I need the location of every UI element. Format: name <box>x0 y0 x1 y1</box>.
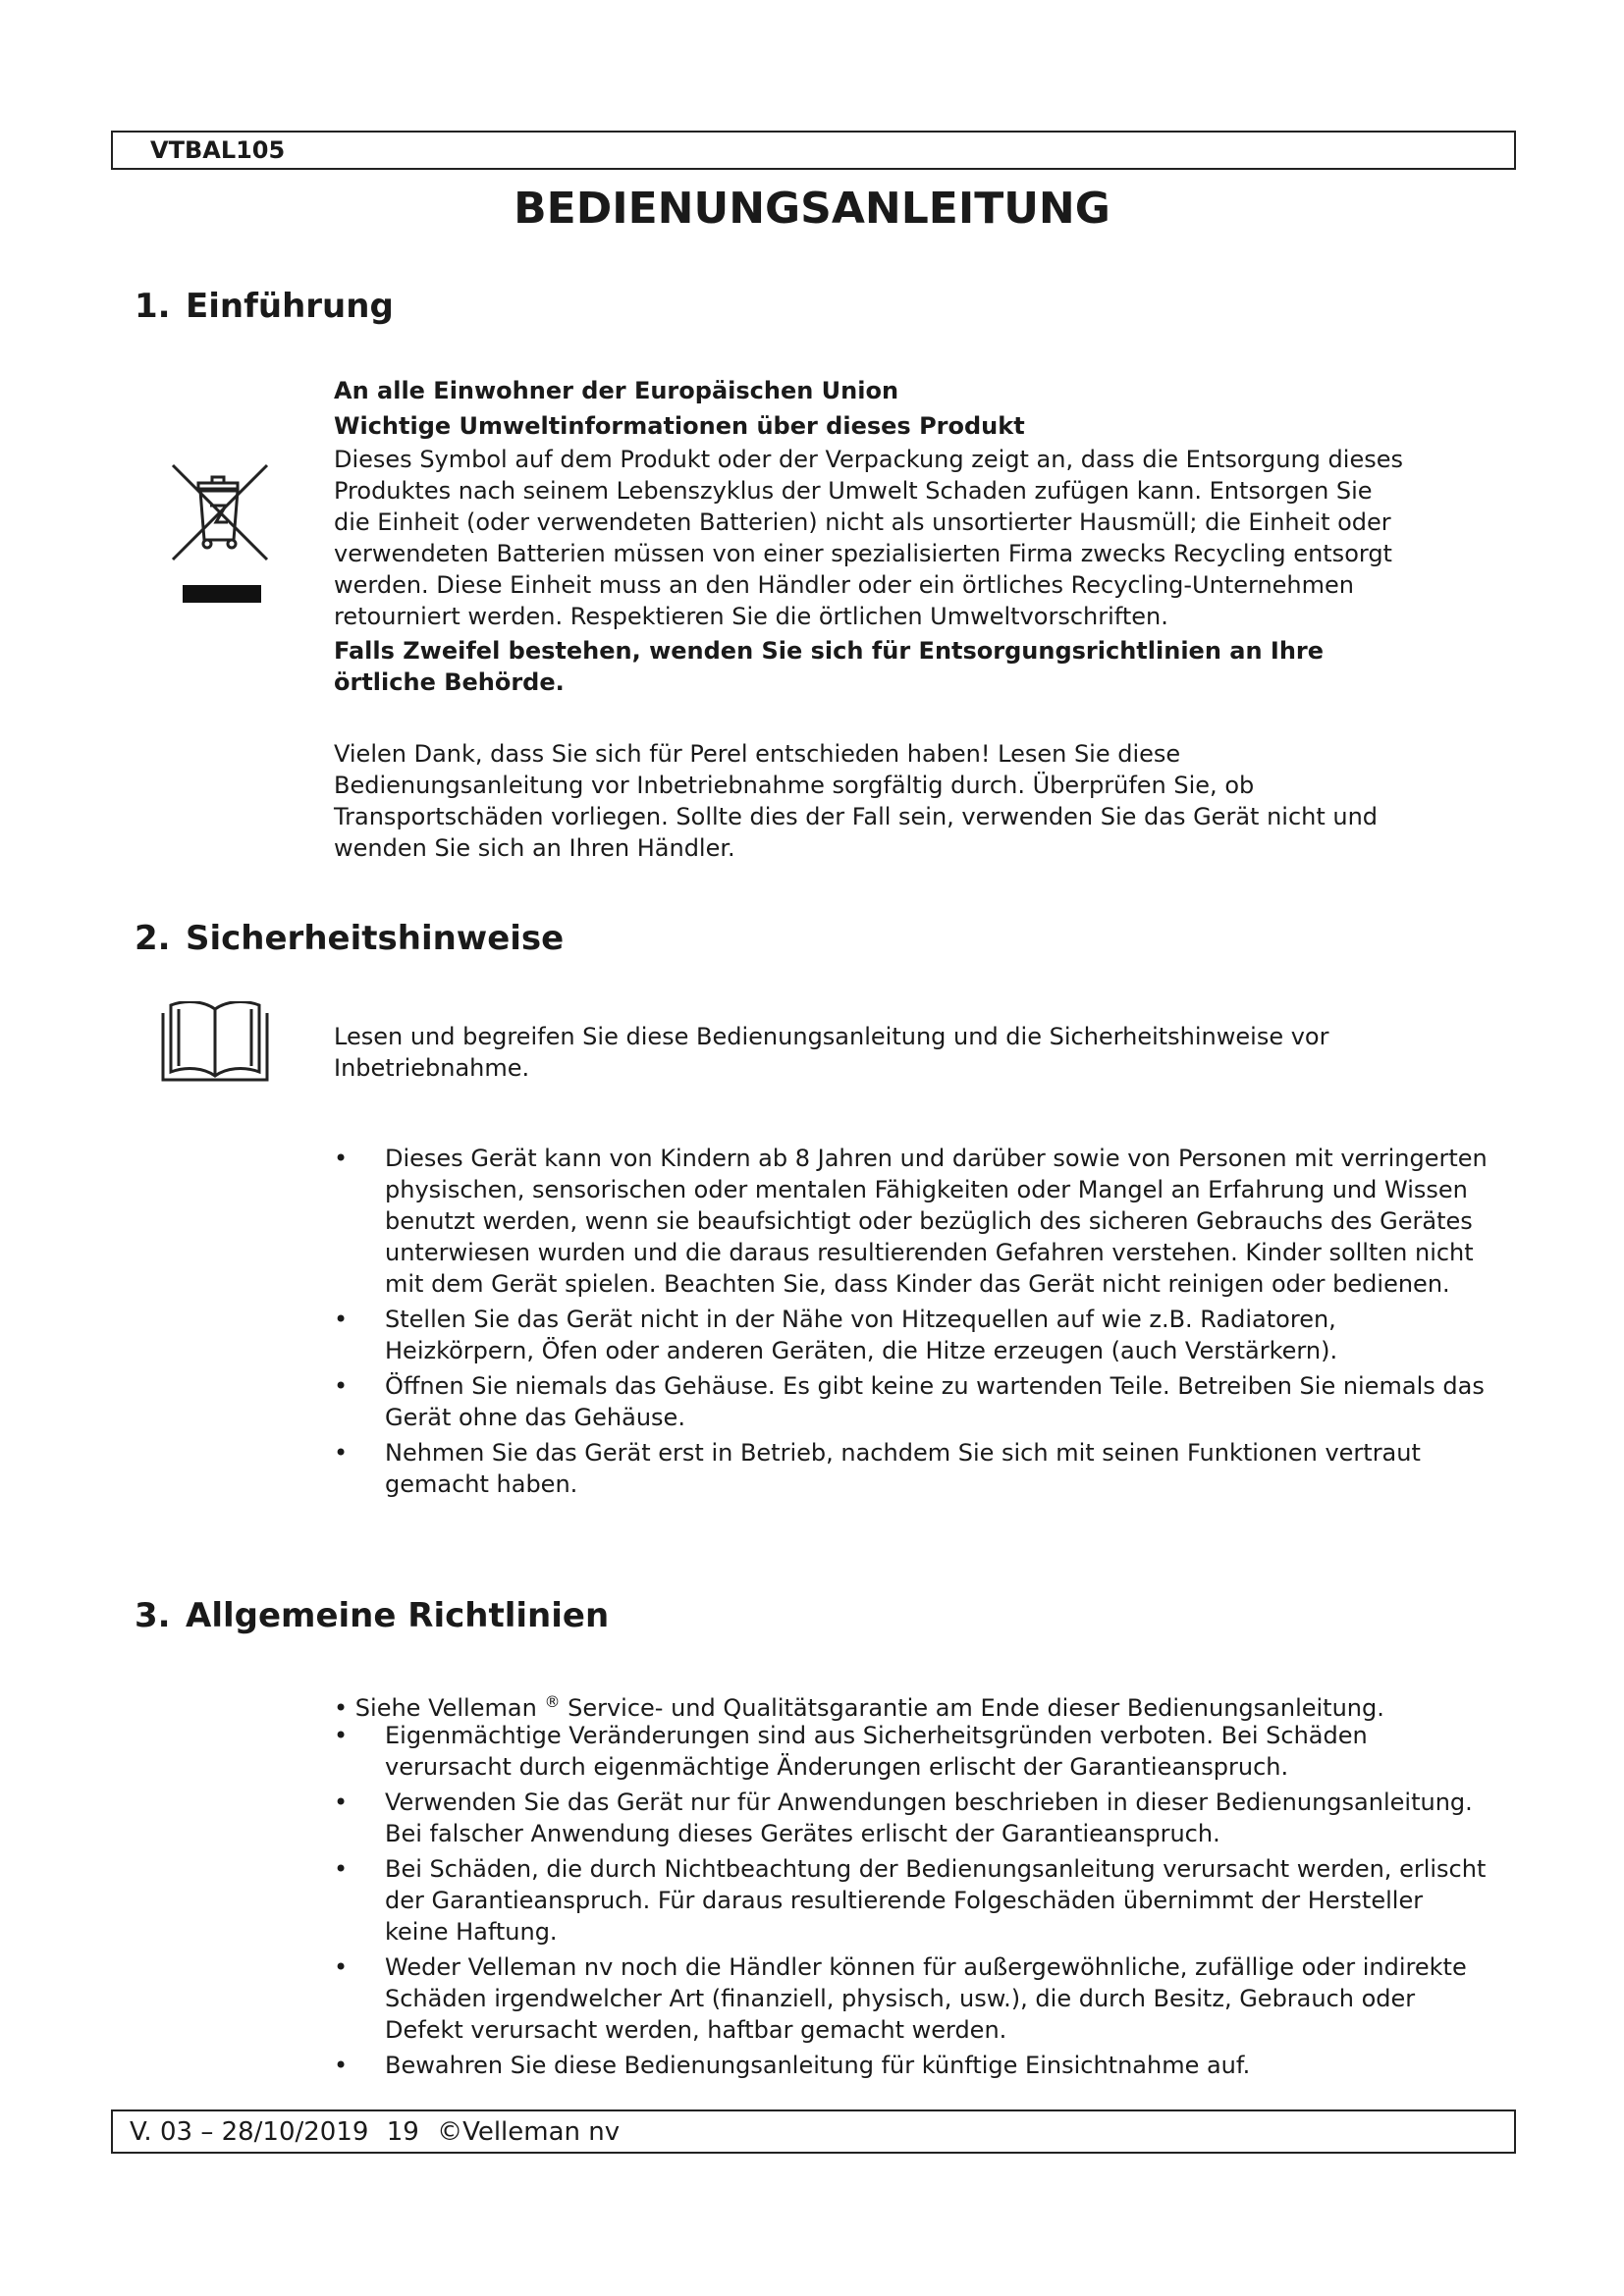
section-number: 3. <box>135 1596 171 1635</box>
env-heading: Wichtige Umweltinformationen über dieses Produkt <box>334 412 1025 440</box>
model-number: VTBAL105 <box>150 136 286 164</box>
text-line: retourniert werden. Respektieren Sie die örtlichen Umweltvorschriften. <box>334 603 1168 630</box>
list-item-first <box>334 1686 1512 1724</box>
list-item: • Eigenmächtige Veränderungen sind aus Sicherheitsgründen verboten. Bei Schäden verursacht durch eigenmächtige Änderungen erlischt der Garantieanspruch. <box>334 1720 1492 1783</box>
list-item: • Dieses Gerät kann von Kindern ab 8 Jahren und darüber sowie von Personen mit verringerten physischen, sensorischen oder mentalen Fähigkeiten oder Mangel an Erfahrung und Wissen benutzt werden, wenn sie beaufsichtigt oder bezüglich des sicheren Gebrauchs des Gerätes unterwiesen wurden und die daraus resultierenden Gefahren verstehen. Kinder sollten nicht mit dem Gerät spielen. Beachten Sie, dass Kinder das Gerät nicht reinigen oder bedienen. <box>334 1143 1492 1300</box>
section-title: Einführung <box>186 287 394 326</box>
section-3-heading <box>135 1594 609 1637</box>
text-line: verwendeten Batterien müssen von einer spezialisierten Firma zwecks Recycling entsorgt <box>334 540 1392 567</box>
guidelines-list <box>334 1720 1492 2085</box>
list-item: • Bei Schäden, die durch Nichtbeachtung der Bedienungsanleitung verursacht werden, erlischt der Garantieanspruch. Für daraus resultierende Folgeschäden übernimmt der Hersteller keine Haftung. <box>334 1853 1492 1948</box>
env-text <box>334 444 1512 632</box>
list-item: • Stellen Sie das Gerät nicht in der Nähe von Hitzequellen auf wie z.B. Radiatoren, Heizkörpern, Öfen oder anderen Geräten, die Hitze erzeugen (auch Verstärkern). <box>334 1304 1492 1366</box>
section-number: 1. <box>135 287 171 326</box>
text-line: Transportschäden vorliegen. Sollte dies der Fall sein, verwenden Sie das Gerät nicht und <box>334 803 1379 830</box>
header-box <box>111 131 1516 170</box>
section-2-heading <box>135 917 564 960</box>
text-line: Bedienungsanleitung vor Inbetriebnahme sorgfältig durch. Überprüfen Sie, ob <box>334 772 1255 799</box>
text-line: Produktes nach seinem Lebenszyklus der Umwelt Schaden zufügen kann. Entsorgen Sie <box>334 477 1373 505</box>
section-title: Allgemeine Richtlinien <box>186 1596 610 1635</box>
text-line: Lesen und begreifen Sie diese Bedienungsanleitung und die Sicherheitshinweise vor <box>334 1023 1329 1050</box>
read-instructions <box>334 1021 1512 1084</box>
version: V. 03 – 28/10/2019 <box>130 2117 369 2147</box>
weee-crossed-bin-icon <box>165 461 275 609</box>
first-bullet-pre: Siehe Velleman <box>354 1694 537 1722</box>
list-item: • Weder Velleman nv noch die Händler können für außergewöhnliche, zufällige oder indirekte Schäden irgendwelcher Art (finanziell, physisch, usw.), die durch Besitz, Gebrauch oder Defekt verursacht werden, haftbar gemacht werden. <box>334 1951 1492 2046</box>
text-line: Inbetriebnahme. <box>334 1054 530 1082</box>
text-line: die Einheit (oder verwendeten Batterien) nicht als unsortierter Hausmüll; die Einheit oder <box>334 508 1391 536</box>
thanks-paragraph <box>334 738 1512 864</box>
footer <box>130 2116 629 2148</box>
copyright: ©Velleman nv <box>437 2117 621 2147</box>
read-manual-book-icon <box>157 1001 273 1084</box>
text-line: örtliche Behörde. <box>334 668 565 696</box>
registered-mark: ® <box>544 1692 561 1711</box>
list-item: • Bewahren Sie diese Bedienungsanleitung für künftige Einsichtnahme auf. <box>334 2050 1492 2081</box>
doubt-notice <box>334 635 1512 698</box>
section-number: 2. <box>135 919 171 958</box>
text-line: wenden Sie sich an Ihren Händler. <box>334 834 735 862</box>
safety-list <box>334 1143 1492 1504</box>
list-item: • Öffnen Sie niemals das Gehäuse. Es gibt keine zu wartenden Teile. Betreiben Sie niemals das Gerät ohne das Gehäuse. <box>334 1370 1492 1433</box>
first-bullet-post: Service- und Qualitätsgarantie am Ende dieser Bedienungsanleitung. <box>568 1694 1384 1722</box>
page-title: BEDIENUNGSANLEITUNG <box>514 184 1110 234</box>
page-number: 19 <box>386 2117 419 2147</box>
text-line: Falls Zweifel bestehen, wenden Sie sich für Entsorgungsrichtlinien an Ihre <box>334 637 1325 665</box>
section-title: Sicherheitshinweise <box>186 919 565 958</box>
bullet: • <box>334 1694 355 1722</box>
section-1-heading <box>135 285 394 328</box>
list-item: • Verwenden Sie das Gerät nur für Anwendungen beschrieben in dieser Bedienungsanleitung. Bei falscher Anwendung dieses Gerätes erlischt der Garantieanspruch. <box>334 1787 1492 1849</box>
eu-heading: An alle Einwohner der Europäischen Union <box>334 377 899 404</box>
text-line: Vielen Dank, dass Sie sich für Perel entschieden haben! Lesen Sie diese <box>334 740 1181 768</box>
text-line: Dieses Symbol auf dem Produkt oder der Verpackung zeigt an, dass die Entsorgung dieses <box>334 446 1403 473</box>
text-line: werden. Diese Einheit muss an den Händler oder ein örtliches Recycling-Unternehmen <box>334 571 1354 599</box>
list-item: • Nehmen Sie das Gerät erst in Betrieb, nachdem Sie sich mit seinen Funktionen vertraut gemacht haben. <box>334 1437 1492 1500</box>
